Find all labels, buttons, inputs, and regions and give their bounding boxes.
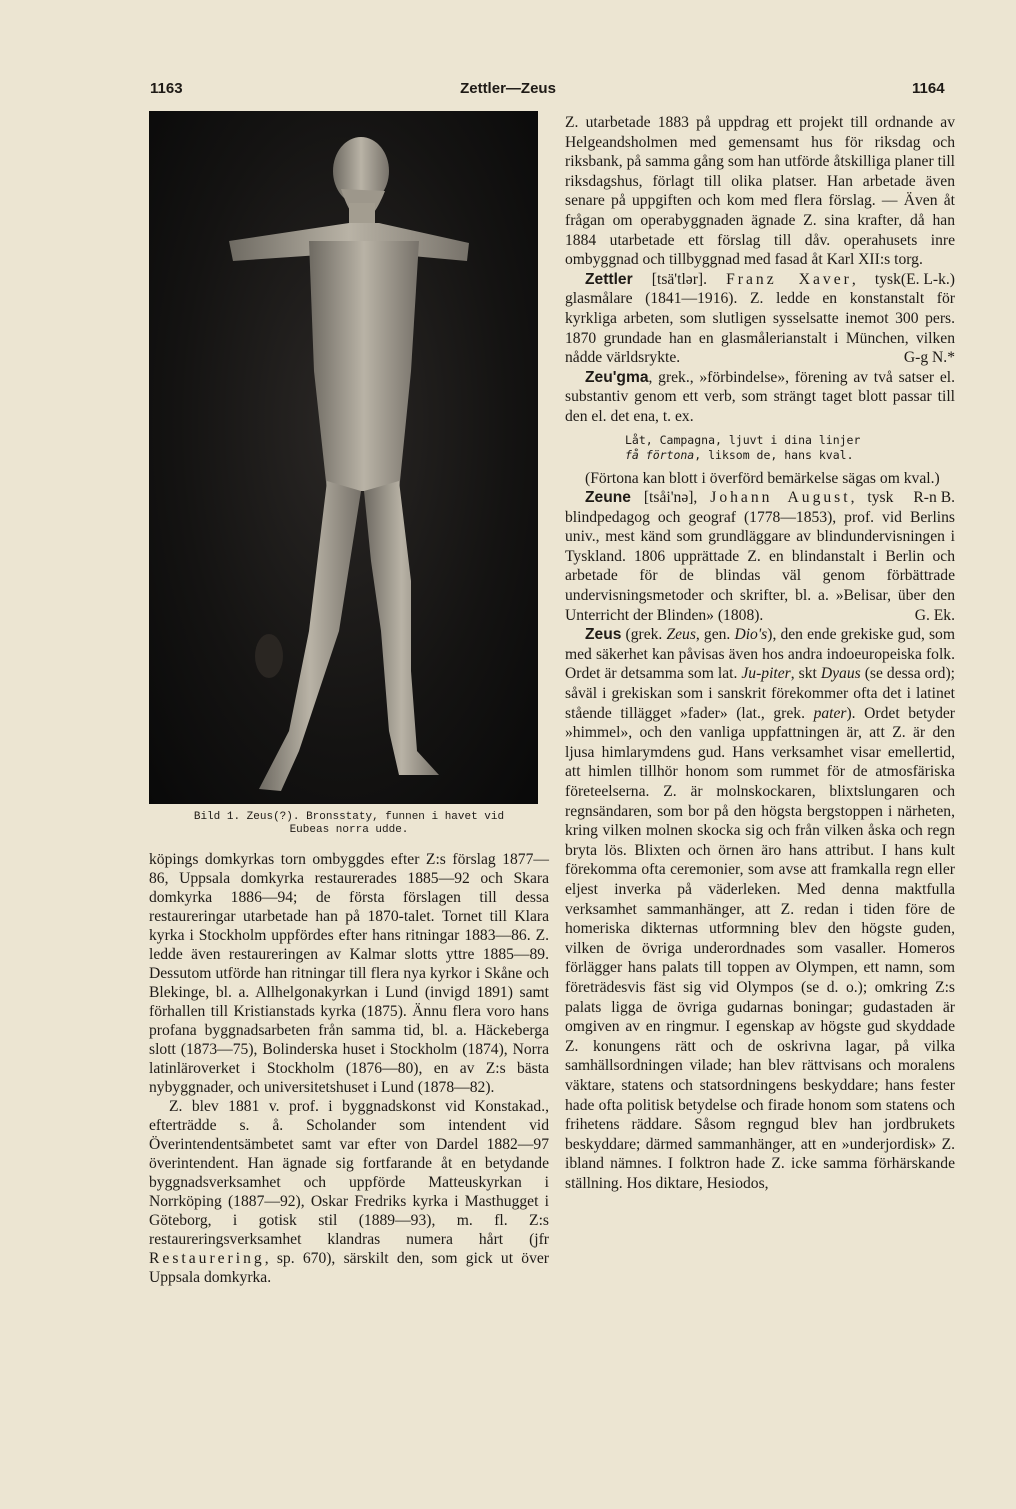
page-number-right: 1164 xyxy=(912,80,945,97)
text-zeune: , tysk blindpedagog och geograf (1778—1853), prof. vid Berlins univ., mest känd som grundläggare av blindundervisningen i Tyskland. 1806 upprättade Z. en blindanstalt i Berlin och arbetade för de blindas väl genom förbättrade undervisningsmetoder och skrifter, bl. a. »Belisar, über den Unterricht der Blinden» (1808). xyxy=(565,489,955,624)
signature-g-ek: G. Ek. xyxy=(914,606,955,624)
zeus-text-3: ), den ende grekiske gud, som med säkerhet kan påvisas även hos andra indoeuropeiska folk. Ordet är detsamma som lat. xyxy=(565,626,955,683)
left-paragraph-2-end: , sp. 670), särskilt den, som gick ut över Uppsala domkyrka. xyxy=(149,1250,549,1286)
statue-silhouette xyxy=(149,111,538,804)
signature-g-g-n: G-g N.* xyxy=(903,349,955,367)
zeus-genitive: Dio's xyxy=(734,626,768,644)
zeus-dyaus: Dyaus xyxy=(820,665,861,683)
zeugma-note-text: (Förtona kan blott i överförd bemärkelse sägas om kval.) xyxy=(585,469,940,487)
zeus-bronze-statue-photo xyxy=(149,111,538,804)
figure-caption xyxy=(149,811,549,837)
quote-line-1: Låt, Campagna, ljuvt i dina linjer xyxy=(625,432,861,447)
pronunciation-zettler: [tsä'tlər]. xyxy=(651,270,707,288)
zeus-greek-name: Zeus xyxy=(666,626,696,644)
text-zeugma: , grek., »förbindelse», förening av två satser el. substantiv genom ett verb, som strängt taget blott passar till den el. det ena, t. ex. xyxy=(565,368,955,425)
zeus-pater: pater xyxy=(813,704,847,722)
quote-italic: få förtona xyxy=(625,447,695,462)
quote-line-2 xyxy=(625,448,955,463)
zeus-text-1: (grek. xyxy=(621,626,667,644)
text-zettler: , tysk glasmålare (1841—1916). Z. ledde en konstanstalt för kyrkliga arbeten, som slutligen sysselsatte inemot 300 pers. 1870 grundade han en glasmålerianstalt i München, vilken nådde världsrykte. xyxy=(565,270,955,367)
caption-line-1: Bild 1. Zeus(?). Bronsstaty, funnen i havet vid xyxy=(193,811,505,823)
entry-zettler xyxy=(565,270,955,368)
quote-rest: , liksom de, hans kval. xyxy=(694,447,854,462)
zettler-architect-text: Z. utarbetade 1883 på uppdrag ett projekt till ordnande av Helgeandsholmen med gemensamt hus för riksdag och riksbank, på samma gång som han utförde åtskilliga planer till riksdagshus, förlagt till olika platser. Han arbetade även senare på uppgiften och kom med flera förslag. — Även åt frågan om operabyggnaden ägnade Z. sina krafter, då han 1884 utarbetade ett förslag till dåv. operahusets inre ombyggnad och tillbyggnad med fasad åt Karl XII:s torg. xyxy=(565,114,955,269)
entry-zeus xyxy=(565,625,955,1193)
page-number-left: 1163 xyxy=(150,80,183,97)
left-paragraph-1: köpings domkyrkas torn ombyggdes efter Z:s förslag 1877—86, Uppsala domkyrka restaurerades 1885—92 och Skara domkyrka 1886—94; de första förslagen till dessa restaureringar utarbetade han på 1870-talet. Tornet till Klara kyrka i Stockholm uppfördes efter hans ritningar 1883—86. Z. ledde även restaureringen av Kalmar slotts yttre 1885—89. Dessutom utförde han ritningar till flera nya kyrkor i Skåne och Blekinge, bl. a. Allhelgonakyrkan i Lund (invigd 1891) samt förhallen till Kristianstads kyrka (1875). Ännu flera voro hans profana byggnadsarbeten från samma tid, bl. a. Häckeberga slott (1873—75), Bolinderska huset i Stockholm (1874), Norra latinläroverket i Stockholm (1876—80), en av Z:s bästa nybyggnader, och universitetshuset i Lund (1878—82). xyxy=(149,851,549,1096)
entry-zeugma xyxy=(565,368,955,427)
signature-e-l-k: (E. L-k.) xyxy=(900,270,955,288)
zeugma-example-quote xyxy=(625,433,955,463)
left-paragraph-2-start: Z. blev 1881 v. prof. i byggnadskonst vid Konstakad., efterträdde s. å. Scholander som intendent vid Överintendentsämbetet samt var efter von Dardel 1882—97 överintendent. Han ägnade sig fortfarande åt en betydande byggnadsverksamhet och uppförde Matteuskyrkan i Norrköping (1887—92), Oskar Fredriks kyrka i Masthugget i Göteborg, i gotisk stil (1889—93), m. fl. Z:s restaureringsverksamhet klandras numera hårt (jfr xyxy=(149,1098,549,1248)
running-title: Zettler—Zeus xyxy=(460,80,556,97)
lemma-zeus: Zeus xyxy=(585,626,622,644)
zeus-text-4: , skt xyxy=(790,665,821,683)
lemma-zeugma: Zeu'gma xyxy=(585,368,649,386)
zeus-text-2: , gen. xyxy=(695,626,735,644)
right-column xyxy=(565,113,955,1193)
left-column xyxy=(149,850,549,1287)
signature-r-n-b: R-n B. xyxy=(913,489,955,507)
cross-reference-restaurering: Restaurering xyxy=(149,1250,265,1267)
zeus-text-5: (se dessa ord); såväl i grekiskan som i sanskrit förekommer ofta det i latinet stående tillägget »fader» (lat., grek. xyxy=(565,665,955,722)
pronunciation-zeune: [tsåi'nə], xyxy=(643,489,698,507)
lemma-zettler: Zettler xyxy=(585,270,633,288)
caption-line-2: Eubeas norra udde. xyxy=(289,824,409,836)
name-zettler: Franz Xaver xyxy=(726,270,852,288)
zeus-text-6: ). Ordet betyder »himmel», och den vanliga uppfattningen är, att Z. är den ljusa himlarymdens gud. Hans verksamhet visar emellertid, att himlen tillhör honom som rummet för de atmosfäriska företeelserna. Z. är molnskockaren, blixtslungaren och regnsändaren, som bor på den högsta bergstoppen i närheten, kring vilken molnen skocka sig och från vilken åska och regn bryta lös. Blixten och örnen äro hans attribut. I hans kult förekomma ofta ceremonier, som avse att framkalla regn eller eljest inverka på väderleken. Med denna maktfulla verksamhet sammanhänger, att Z. redan i tiden före de homeriska dikternas utformning blev den högste guden, vilken de övriga underordnades som vasaller. Homeros förlägger hans palats till toppen av Olympen, ett namn, som företrädesvis fäst sig vid Olympos (se d. o.); omkring Z:s palats ligga de övriga gudarnas boningar; gudastaden är omgiven av en ringmur. I egenskap av högste gud skyddade Z. konungens rätt och de oskrivna lagar, på vilka samhällsordningen vilade; han blev rättvisans och moralens väktare, statens och statsordningens beskyddare; hans fester hade ofta politisk betydelse och firade honom som statens och frihetens räddare. Såsom regngud blev han jordbrukets beskyddare; därmed sammanhänger, att en »underjordisk» Z. ibland nämnes. I folktron hade Z. icke samma förhärskande ställning. Hos diktare, Hesiodos, xyxy=(565,704,955,1192)
left-paragraph-2 xyxy=(149,1097,549,1287)
lemma-zeune: Zeune xyxy=(585,489,631,507)
entry-zeune xyxy=(565,488,955,625)
zeus-jupiter: Ju-piter xyxy=(741,665,791,683)
name-zeune: Johann August xyxy=(710,489,851,507)
